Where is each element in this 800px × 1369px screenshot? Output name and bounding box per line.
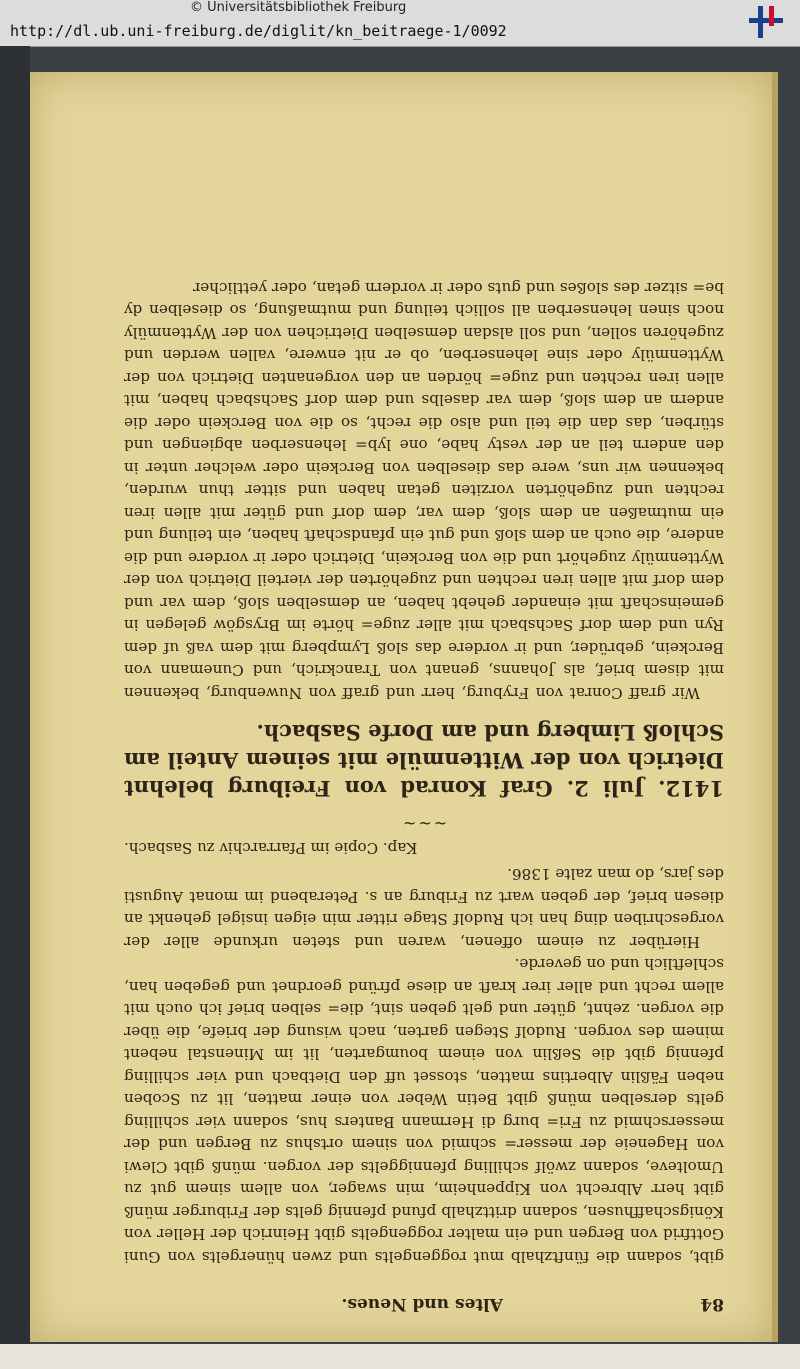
source-note: Kap. Copie im Pfarrarchiv zu Sasbach. [124,839,418,857]
viewer-toolbar [0,0,800,47]
scanned-page [30,72,778,1342]
address-bar[interactable]: http://dl.ub.uni-freiburg.de/diglit/kn_beitraege-1/0092 [10,22,507,40]
page-number: 84 [700,1294,724,1314]
viewer-bottom-bar [0,1344,800,1369]
page-header [124,1294,724,1314]
viewer-side-margin [0,46,30,1369]
running-title: Altes und Neues. [341,1294,503,1314]
document-heading: 1412. Juli 2. Graf Konrad von Freiburg belehnt Dietrich von der Wittenmüle mit seinem Anteil am Schloß Limberg und am Dorfe Sasbach. [124,720,724,801]
separator-ornament: ~~~ [400,814,448,833]
paragraph-intro: gibt, sodann die fünftzhalb mut roggengelts und zwen hünergelts von Guni Gottfrid von Bergen und ein malter roggengelts gibt Heinrich der Heller von Königschaffhusen, sodann drittzhalb pfund pfennig gelts der Friburger münß gibt herr Albrecht von Kippenheim, min swager, von allem sinem gut zu Umolteve, sodann zwölf schilling pfenniggelts der vorgen. münß gibt Clewi von Hageneie der messer= schmid von sinem ortshus zu Bergen und der messerschmid zu Fri= burg di Hermann Banters hus, sodann vier schilling gelts derselben münß gibt Betin Weber von einer matten, lit zu Scoben neben Fäßlin Albertins matten, stosset uff den Dietbach und vier schilling pfennig gibt die Seßlin von einem boumgarten, lit im Minenstal nebent minem des vorgen. Rudolf Stegen garten, nach wisung der briefe, die über die vorgen. zehnt, güter und gelt geben sint, die= selben brief ich ouch mit allem recht und aller irer kraft an diese pfründ geordnet und gegeben han, schleftlich und on geverde. [124,955,724,1266]
paragraph-charter: Wir graff Conrat von Fryburg, herr und graff von Nuwenburg, bekennen mit disem brief, als Johanns, genant von Tranckrich, und Cunemann von Berckein, gebrüder, und ir vordere das sloß Lympberg mit dem vaß uf dem Ryn und dem dorf Sachsbach mit aller zuge= hörte im Brysgöw gelegen in gemeinschaft mit einander gehebt haben, an demselben sloß, dem var und dem dorf mit allen iren rechten und zugehörten der vierteil Dietrich von der Wyttenmüly zugehört und die von Berckein, Dietrich oder ir vordere und die andere, die ouch an dem sloß und gut ein pfandschaft haben, ein teilung und ein mutmaßen an dem sloß, dem var, dem dorf und güter mit allen iren rechten und zugehörten vorziten getan haben und sitter thun wurden, bekennen wir uns, were das dieselben von Berckein oder welcher unter in den andern teil an der vesty habe, one lyb= lehenserben abgiengen und stürben, das dan die teil und also die recht, so die von Berckein oder die andern an dem sloß, dem var daselbs und dem dorf Sachsbach haben, mit allen iren rechten und zuge= hörden an den vorgenanten Dietrich von der Wyttenmüly oder sine lehenserben, ob er nit enwere, vallen werden und zugehören sollen, und soll alsdan demselben Dietrichen von der Wyttenmüly noch sinen lehenserben all sollich teilung und mutmaßung, so dieselben dy be= sitzer des sloßes und guts oder ir vordern getan, oder yettlicher [124,279,724,702]
copyright-notice: © Universitätsbibliothek Freiburg [190,0,407,15]
ub-freiburg-logo-icon [746,2,786,42]
paragraph-witness: Hierüber zu einem offenen, waren und steten urkunde aller der vorgeschriben ding han ich Rudolf Stage ritter min eigen insigel gehenkt an diesen brief, der geben wart zu Friburg an s. Peterabend im monat Augusti des jars, do man zalte 1386. [124,865,724,951]
page-content-upside-down [30,72,772,1342]
